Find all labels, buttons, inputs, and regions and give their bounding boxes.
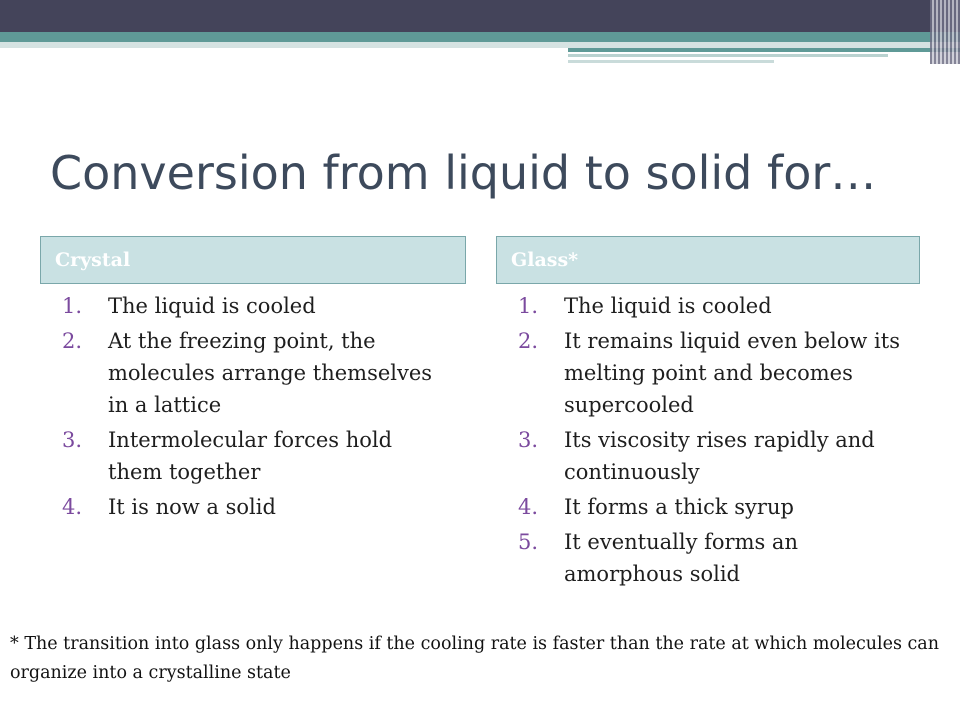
item-text: It remains liquid even below its melting point and becomes supercooled [564, 329, 900, 417]
item-number: 3. [62, 428, 83, 452]
item-text: It forms a thick syrup [564, 495, 794, 519]
item-number: 2. [518, 329, 539, 353]
accent-line [568, 54, 888, 57]
item-text: Intermolecular forces hold them together [108, 428, 393, 484]
slide-title: Conversion from liquid to solid for… [50, 146, 877, 200]
item-number: 1. [62, 294, 83, 318]
footnote: * The transition into glass only happens if the cooling rate is faster than the rate at which molecules can organize into a crystalline state [10, 634, 940, 683]
crystal-column-header: Crystal [40, 236, 466, 284]
list-item [504, 325, 916, 421]
item-text: The liquid is cooled [108, 294, 316, 318]
list-item [48, 325, 448, 421]
item-number: 4. [62, 495, 83, 519]
accent-line [568, 60, 774, 63]
item-text: The liquid is cooled [564, 294, 772, 318]
glass-column-header: Glass* [496, 236, 920, 284]
item-text: It is now a solid [108, 495, 276, 519]
list-item [48, 424, 448, 488]
glass-steps-list [504, 290, 916, 593]
list-item [48, 491, 448, 523]
item-number: 3. [518, 428, 539, 452]
list-item [504, 491, 916, 523]
crystal-steps-list [48, 290, 448, 526]
item-number: 1. [518, 294, 539, 318]
top-banner [0, 0, 960, 32]
decorative-stripes [930, 0, 960, 64]
item-number: 5. [518, 530, 539, 554]
item-text: At the freezing point, the molecules arrange themselves in a lattice [108, 329, 433, 417]
item-number: 2. [62, 329, 83, 353]
list-item [504, 526, 916, 590]
accent-line [568, 48, 960, 52]
list-item [504, 290, 916, 322]
item-text: Its viscosity rises rapidly and continuously [564, 428, 875, 484]
list-item [504, 424, 916, 488]
list-item [48, 290, 448, 322]
item-number: 4. [518, 495, 539, 519]
item-text: It eventually forms an amorphous solid [564, 530, 798, 586]
accent-band [0, 32, 960, 42]
